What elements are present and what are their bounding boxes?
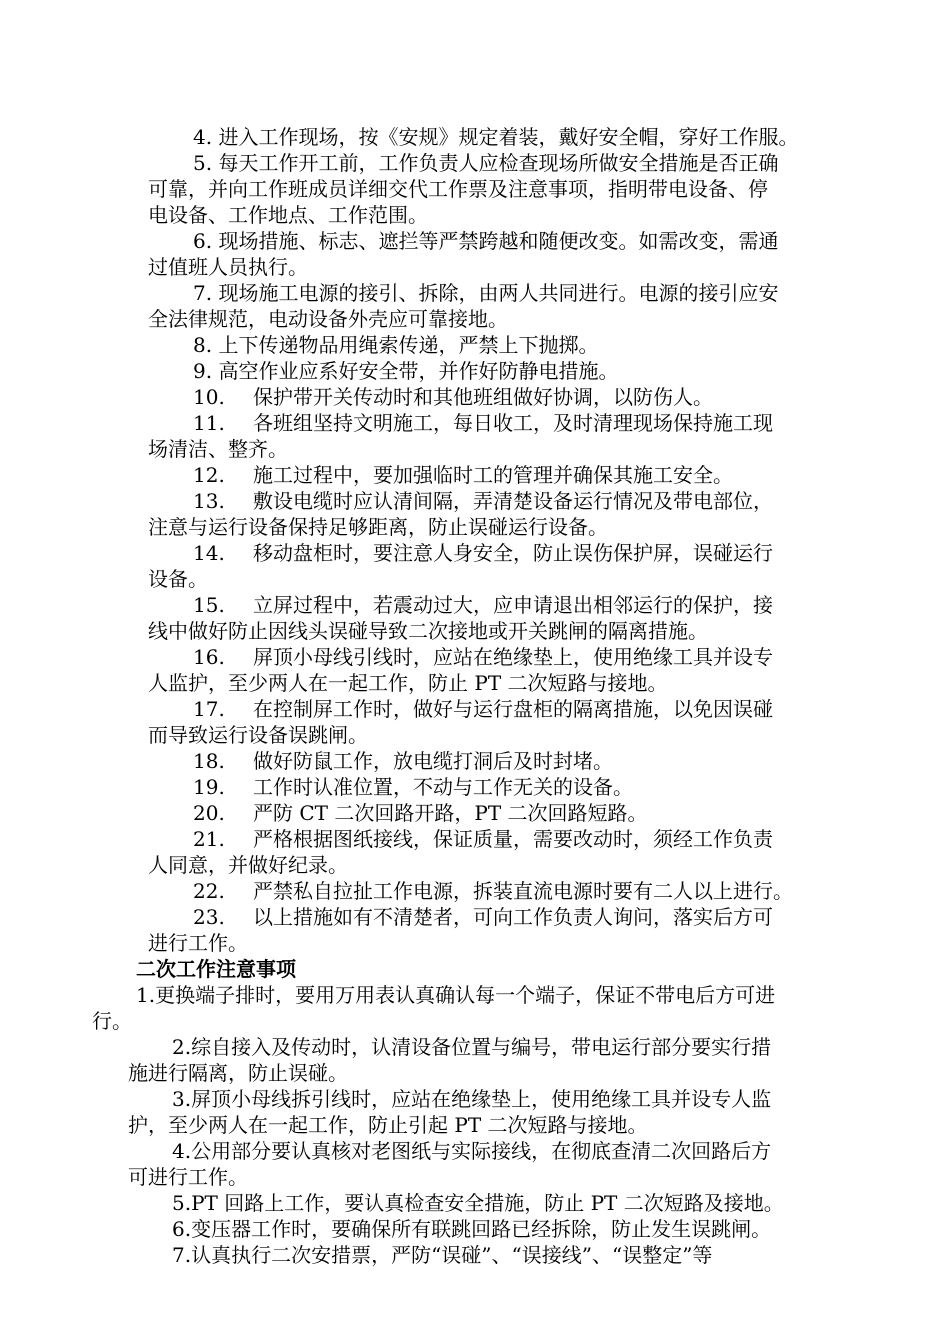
measure-19-line-1: 19. 工作时认准位置，不动与工作无关的设备。 — [193, 775, 633, 799]
measure-13-line-2: 注意与运行设备保持足够距离，防止误碰运行设备。 — [148, 515, 608, 539]
measure-4-line-1: 4. 进入工作现场，按《安规》规定着装，戴好安全帽，穿好工作服。 — [193, 125, 799, 149]
measure-17-line-2: 而导致运行设备误跳闸。 — [148, 723, 368, 747]
note-2-line-2: 施进行隔离，防止误碰。 — [128, 1061, 348, 1085]
measure-5-line-1: 5. 每天工作开工前，工作负责人应检查现场所做安全措施是否正确 — [193, 151, 779, 175]
measure-21-line-1: 21. 严格根据图纸接线，保证质量，需要改动时，须经工作负责 — [193, 827, 773, 851]
measure-6-line-2: 过值班人员执行。 — [148, 255, 308, 279]
measure-9-line-1: 9. 高空作业应系好安全带，并作好防静电措施。 — [193, 359, 619, 383]
measure-5-line-2: 可靠，并向工作班成员详细交代工作票及注意事项，指明带电设备、停 — [148, 177, 768, 201]
note-2-line-1: 2.综自接入及传动时，认清设备位置与编号，带电运行部分要实行措 — [172, 1035, 772, 1059]
measure-8-line-1: 8. 上下传递物品用绳索传递，严禁上下抛掷。 — [193, 333, 599, 357]
measure-23-line-2: 进行工作。 — [148, 931, 248, 955]
measure-18-line-1: 18. 做好防鼠工作，放电缆打洞后及时封堵。 — [193, 749, 613, 773]
measure-16-line-1: 16. 屏顶小母线引线时，应站在绝缘垫上，使用绝缘工具并设专 — [193, 645, 773, 669]
measure-11-line-2: 场清洁、整齐。 — [148, 437, 288, 461]
measure-20-line-1: 20. 严防 CT 二次回路开路，PT 二次回路短路。 — [193, 801, 648, 825]
note-5-line-1: 5.PT 回路上工作，要认真检查安全措施，防止 PT 二次短路及接地。 — [172, 1191, 784, 1215]
measure-11-line-1: 11. 各班组坚持文明施工，每日收工，及时清理现场保持施工现 — [193, 411, 773, 435]
measure-7-line-1: 7. 现场施工电源的接引、拆除，由两人共同进行。电源的接引应安 — [193, 281, 779, 305]
note-3-line-1: 3.屏顶小母线拆引线时，应站在绝缘垫上，使用绝缘工具并设专人监 — [172, 1087, 772, 1111]
note-4-line-2: 可进行工作。 — [128, 1165, 248, 1189]
measure-7-line-2: 全法律规范，电动设备外壳应可靠接地。 — [148, 307, 508, 331]
note-1-line-2: 行。 — [92, 1009, 132, 1033]
measure-6-line-1: 6. 现场措施、标志、遮拦等严禁跨越和随便改变。如需改变，需通 — [193, 229, 779, 253]
measure-5-line-3: 电设备、工作地点、工作范围。 — [148, 203, 428, 227]
measure-13-line-1: 13. 敷设电缆时应认清间隔，弄清楚设备运行情况及带电部位， — [193, 489, 773, 513]
measure-15-line-2: 线中做好防止因线头误碰导致二次接地或开关跳闸的隔离措施。 — [148, 619, 708, 643]
measure-12-line-1: 12. 施工过程中，要加强临时工的管理并确保其施工安全。 — [193, 463, 733, 487]
note-6-line-1: 6.变压器工作时，要确保所有联跳回路已经拆除，防止发生误跳闸。 — [172, 1217, 772, 1241]
section-title: 二次工作注意事项 — [136, 957, 296, 981]
measure-21-line-2: 人同意，并做好纪录。 — [148, 853, 348, 877]
measure-14-line-2: 设备。 — [148, 567, 208, 591]
note-4-line-1: 4.公用部分要认真核对老图纸与实际接线，在彻底查清二次回路后方 — [172, 1139, 772, 1163]
measure-15-line-1: 15. 立屏过程中，若震动过大，应申请退出相邻运行的保护，接 — [193, 593, 773, 617]
measure-14-line-1: 14. 移动盘柜时，要注意人身安全，防止误伤保护屏，误碰运行 — [193, 541, 773, 565]
measure-16-line-2: 人监护，至少两人在一起工作，防止 PT 二次短路与接地。 — [148, 671, 668, 695]
measure-22-line-1: 22. 严禁私自拉扯工作电源，拆装直流电源时要有二人以上进行。 — [193, 879, 793, 903]
measure-17-line-1: 17. 在控制屏工作时，做好与运行盘柜的隔离措施，以免因误碰 — [193, 697, 773, 721]
note-1-line-1: 1.更换端子排时，要用万用表认真确认每一个端子，保证不带电后方可进 — [136, 983, 776, 1007]
measure-23-line-1: 23. 以上措施如有不清楚者，可向工作负责人询问，落实后方可 — [193, 905, 773, 929]
note-3-line-2: 护，至少两人在一起工作，防止引起 PT 二次短路与接地。 — [128, 1113, 648, 1137]
note-7-line-1: 7.认真执行二次安措票，严防“误碰”、“误接线”、“误整定”等 — [172, 1243, 713, 1267]
measure-10-line-1: 10. 保护带开关传动时和其他班组做好协调，以防伤人。 — [193, 385, 713, 409]
